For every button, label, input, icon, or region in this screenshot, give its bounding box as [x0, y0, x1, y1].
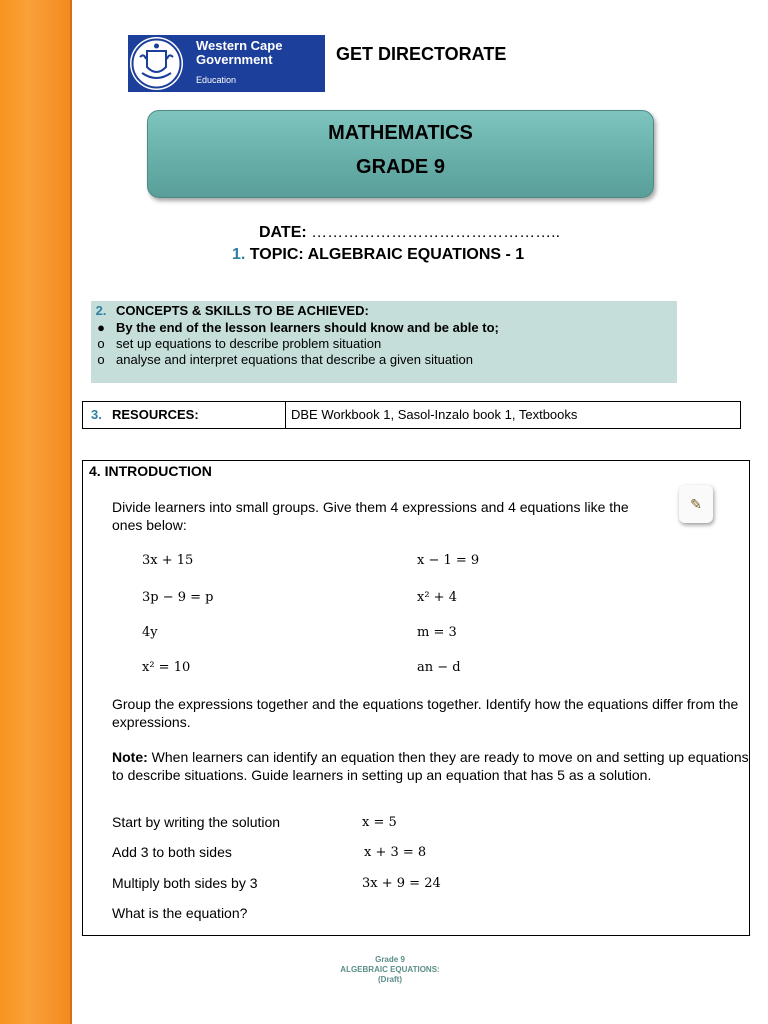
resources-label-cell: [83, 402, 286, 428]
resources-number: 3.: [91, 407, 102, 422]
footer-line-3: (Draft): [378, 975, 402, 984]
step-text: Multiply both sides by 3: [112, 875, 258, 891]
directorate-title: GET DIRECTORATE: [336, 44, 507, 64]
concepts-item-text: set up equations to describe problem situation: [116, 336, 382, 351]
concepts-heading: CONCEPTS & SKILLS TO BE ACHIEVED:: [116, 303, 369, 318]
step-equation: 3x + 9 = 24: [362, 876, 441, 891]
coat-of-arms-icon: [130, 37, 183, 90]
bullet-icon: ●: [97, 320, 105, 335]
concepts-intro: By the end of the lesson learners should know and be able to;: [116, 320, 499, 335]
step-equation: x + 3 = 8: [364, 845, 427, 860]
intro-paragraph-1a: Divide learners into small groups. Give them 4 expressions and 4 equations like the: [112, 499, 629, 515]
concepts-item-text: analyse and interpret equations that describe a given situation: [116, 352, 474, 367]
logo-line-1: Western Cape: [196, 38, 283, 53]
logo-sub: Education: [196, 75, 237, 85]
equation-example: x − 1 = 9: [417, 553, 480, 568]
date-value: ………………………………………..: [311, 224, 561, 241]
step-equation: x = 5: [362, 815, 397, 830]
intro-paragraph-2a: Group the expressions together and the equations together. Identify how the equations differ from the: [112, 696, 739, 712]
concepts-number: 2.: [95, 303, 107, 318]
circle-bullet-icon: o: [97, 352, 105, 367]
expression-example: an − d: [417, 660, 461, 675]
intro-paragraph-2b: expressions.: [112, 714, 191, 730]
introduction-heading: 4. INTRODUCTION: [89, 463, 212, 479]
step-text: Start by writing the solution: [112, 814, 281, 830]
expression-example: 4y: [142, 625, 158, 640]
concepts-box: [91, 301, 677, 383]
step-text: Add 3 to both sides: [112, 844, 232, 860]
equation-example: 3p − 9 = p: [142, 590, 214, 605]
wcg-logo: [128, 35, 325, 92]
introduction-box: [82, 460, 750, 936]
logo-line-2: Government: [196, 52, 273, 67]
orange-sidebar: [0, 0, 72, 1024]
subject-title: MATHEMATICS: [328, 122, 473, 144]
date-line: [259, 224, 560, 242]
equation-example: x² = 10: [142, 660, 191, 675]
step-text: What is the equation?: [112, 905, 248, 921]
note-label: Note:: [112, 749, 148, 765]
subject-banner: [147, 110, 654, 198]
grade-title: GRADE 9: [356, 156, 445, 178]
note-text-b: to describe situations. Guide learners in setting up an equation that has 5 as a solution.: [112, 767, 652, 783]
footer-line-2: ALGEBRAIC EQUATIONS:: [340, 965, 440, 974]
date-label: DATE:: [259, 224, 307, 241]
topic-number: 1.: [232, 246, 246, 263]
note-line-a: [112, 749, 749, 765]
note-icon[interactable]: ✎: [679, 485, 713, 523]
circle-bullet-icon: o: [97, 336, 105, 351]
intro-paragraph-1b: ones below:: [112, 517, 187, 533]
resources-label: RESOURCES:: [112, 407, 199, 422]
expression-example: x² + 4: [417, 590, 457, 605]
footer-line-1: Grade 9: [375, 955, 405, 964]
page-footer: [300, 955, 480, 985]
topic-line: [232, 246, 524, 264]
resources-value: DBE Workbook 1, Sasol-Inzalo book 1, Textbooks: [291, 407, 578, 422]
equation-example: m = 3: [417, 625, 457, 640]
resources-table: [82, 401, 741, 429]
note-text-a: When learners can identify an equation then they are ready to move on and setting up equations: [147, 749, 749, 765]
topic-text: TOPIC: ALGEBRAIC EQUATIONS - 1: [249, 246, 525, 263]
expression-example: 3x + 15: [142, 553, 194, 568]
